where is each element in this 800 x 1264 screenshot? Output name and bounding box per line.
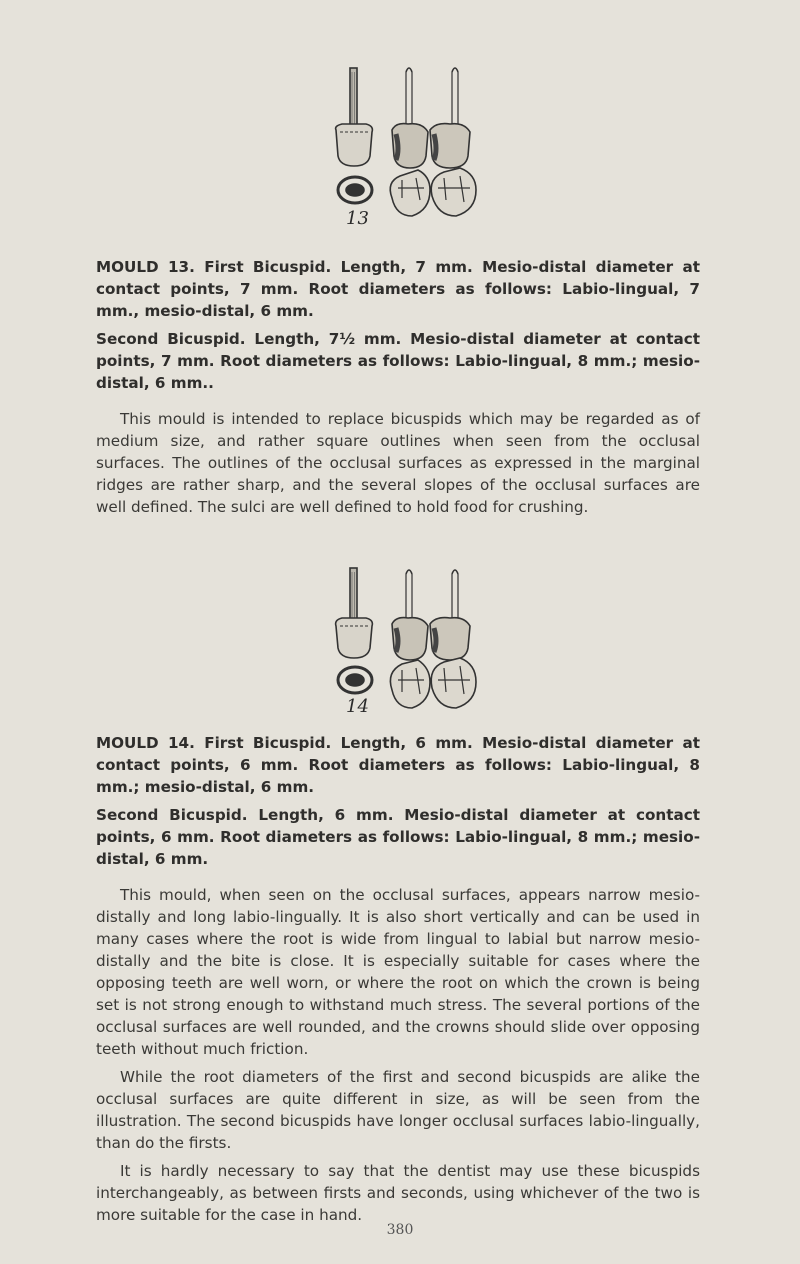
mould-14-description-1: This mould, when seen on the occlusal surfaces, appears narrow mesio-distally and long labio-lingually. It is also short vertically and can be used in many cases where the root is wide from lingual to labial but narrow mesio-distally and the bite is close. It is especially suitable for cases where the opposing teeth are well worn, or where the root on which the crown is being set is not strong enough to withstand much stress. The several portions of the occlusal surfaces are well rounded, and the crowns should slide over opposing teeth without much friction.	[96, 886, 700, 1058]
mould-14-description-2: While the root diameters of the first and second bicuspids are alike the occlusal surfaces are quite different in size, as will be seen from the illustration. The second bicuspids have longer occlusal surfaces labio-lingually, than do the firsts.	[96, 1068, 700, 1152]
mould-14-first-bicuspid-spec: MOULD 14. First Bicuspid. Length, 6 mm. Mesio-distal diameter at contact points, 6 mm. Root diameters as follows: Labio-lingual, 8 mm.; mesio-distal, 6 mm.	[96, 734, 700, 796]
mould-14-second-bicuspid-spec: Second Bicuspid. Length, 6 mm. Mesio-distal diameter at contact points, 6 mm. Root diameters as follows: Labio-lingual, 8 mm.; mesio-distal, 6 mm.	[96, 806, 700, 868]
mould-13-second-bicuspid-spec: Second Bicuspid. Length, 7½ mm. Mesio-distal diameter at contact points, 7 mm. Root diameters as follows: Labio-lingual, 8 mm.; mesio-distal, 6 mm..	[96, 330, 700, 392]
mould-13-first-bicuspid-spec: MOULD 13. First Bicuspid. Length, 7 mm. Mesio-distal diameter at contact points, 7 mm. Root diameters as follows: Labio-lingual, 7 mm., mesio-distal, 6 mm.	[96, 258, 700, 320]
mould-13-section	[96, 256, 700, 518]
mould-13-description: This mould is intended to replace bicuspids which may be regarded as of medium size, and rather square outlines when seen from the occlusal surfaces. The outlines of the occlusal surfaces as expressed in the marginal ridges are rather sharp, and the several slopes of the occlusal surfaces are well defined. The sulci are well defined to hold food for crushing.	[96, 410, 700, 516]
mould-14-description-3: It is hardly necessary to say that the dentist may use these bicuspids interchangeably, as between firsts and seconds, using whichever of the two is more suitable for the case in hand.	[96, 1162, 700, 1224]
figure-13-label: 13	[346, 208, 369, 229]
mould-14-section	[96, 732, 700, 1226]
figure-14-label: 14	[346, 696, 369, 717]
page-number: 380	[386, 1222, 414, 1238]
